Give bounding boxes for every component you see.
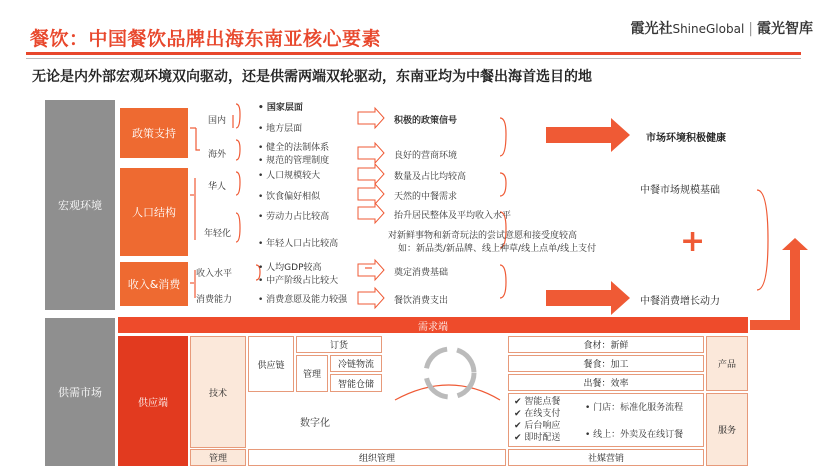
policy-law: • 健全的法制体系: [258, 143, 330, 153]
logo-left: 霞光社: [630, 21, 673, 37]
policy-mgmt: • 规范的管理制度: [258, 156, 330, 166]
chain-manage: 管理: [296, 355, 328, 392]
feature-3: ✔ 后台响应: [514, 421, 561, 431]
label-chinese: 华人: [208, 182, 227, 192]
page-subtitle: 无论是内外部宏观环境双向驱动，还是供需两端双轮驱动，东南亚均为中餐出海首选目的地: [32, 69, 592, 85]
dish-process: 餐食：加工: [508, 355, 704, 372]
digital-label: 数字化: [300, 418, 330, 429]
pop-result-3: 抬升居民整体及平均收入水平: [394, 211, 512, 221]
pop-4: • 年轻人口占比较高: [258, 239, 339, 249]
pop-result-4: 对新鲜事物和新奇玩法的尝试意愿和接受度较高: [388, 231, 578, 241]
logo-right: 霞光智库: [757, 21, 813, 37]
label-service: 服务: [706, 393, 748, 466]
label-overseas: 海外: [208, 150, 227, 160]
feature-1: ✔ 智能点餐: [514, 397, 561, 407]
income-2: • 中产阶级占比较大: [258, 276, 339, 286]
outcome-1: 市场环境积极健康: [646, 133, 726, 144]
org-manage: 组织管理: [248, 449, 506, 466]
food-fresh: 食材：新鲜: [508, 336, 704, 353]
income-1: • 人均GDP较高: [258, 263, 322, 273]
pop-1: • 人口规模较大: [258, 171, 321, 181]
label-income-level: 收入水平: [196, 269, 233, 279]
income-result-2: 餐饮消费支出: [394, 296, 449, 306]
label-manage: 管理: [190, 449, 246, 466]
label-domestic: 国内: [208, 116, 227, 126]
pop-result-1: 数量及占比均较高: [394, 172, 467, 182]
store-service: • 门店：标准化服务流程: [585, 403, 684, 413]
cold-chain: 冷链物流: [330, 355, 382, 372]
cat-income: 收入&消费: [120, 262, 188, 306]
supply-side: 供应端: [118, 336, 188, 466]
demand-band: 需求端: [118, 317, 748, 333]
policy-signal: 积极的政策信号: [394, 116, 458, 126]
policy-local: • 地方层面: [258, 124, 303, 134]
outcome-2: 中餐市场规模基础: [640, 185, 720, 196]
smart-warehouse: 智能仓储: [330, 374, 382, 392]
income-3: • 消费意愿及能力较强: [258, 295, 348, 305]
label-young: 年轻化: [204, 229, 232, 239]
feature-2: ✔ 在线支付: [514, 409, 561, 419]
income-result-1: 奠定消费基础: [394, 268, 449, 278]
digital-features: [514, 396, 560, 444]
cat-policy: 政策支持: [120, 108, 188, 158]
policy-business: 良好的营商环境: [394, 151, 458, 161]
supply-chain: 供应链: [248, 336, 294, 392]
serve-efficiency: 出餐：效率: [508, 374, 704, 391]
section-macro: 宏观环境: [45, 100, 115, 310]
cat-population: 人口结构: [120, 168, 188, 256]
outcome-3: 中餐消费增长动力: [640, 296, 720, 307]
social-marketing: 社媒营销: [508, 449, 704, 466]
logo: 霞光社ShineGlobal | 霞光智库: [630, 21, 813, 37]
pop-result-5: 如：新品类/新品牌、线上种草/线上点单/线上支付: [398, 244, 597, 254]
page-title: 餐饮：中国餐饮品牌出海东南亚核心要素: [30, 28, 382, 50]
plus-sign: +: [680, 224, 706, 259]
pop-result-2: 天然的中餐需求: [394, 192, 458, 202]
order: 订货: [296, 336, 382, 353]
pop-2: • 饮食偏好相似: [258, 192, 321, 202]
label-consume-ability: 消费能力: [196, 295, 233, 305]
policy-national: • 国家层面: [258, 103, 303, 113]
logo-mid: ShineGlobal: [672, 22, 745, 36]
pop-3: • 劳动力占比较高: [258, 212, 330, 222]
label-product: 产品: [706, 336, 748, 391]
section-supply-demand: 供需市场: [45, 318, 115, 466]
feature-4: ✔ 即时配送: [514, 433, 561, 443]
label-tech: 技术: [190, 336, 246, 448]
online-service: • 线上：外卖及在线订餐: [585, 430, 684, 440]
